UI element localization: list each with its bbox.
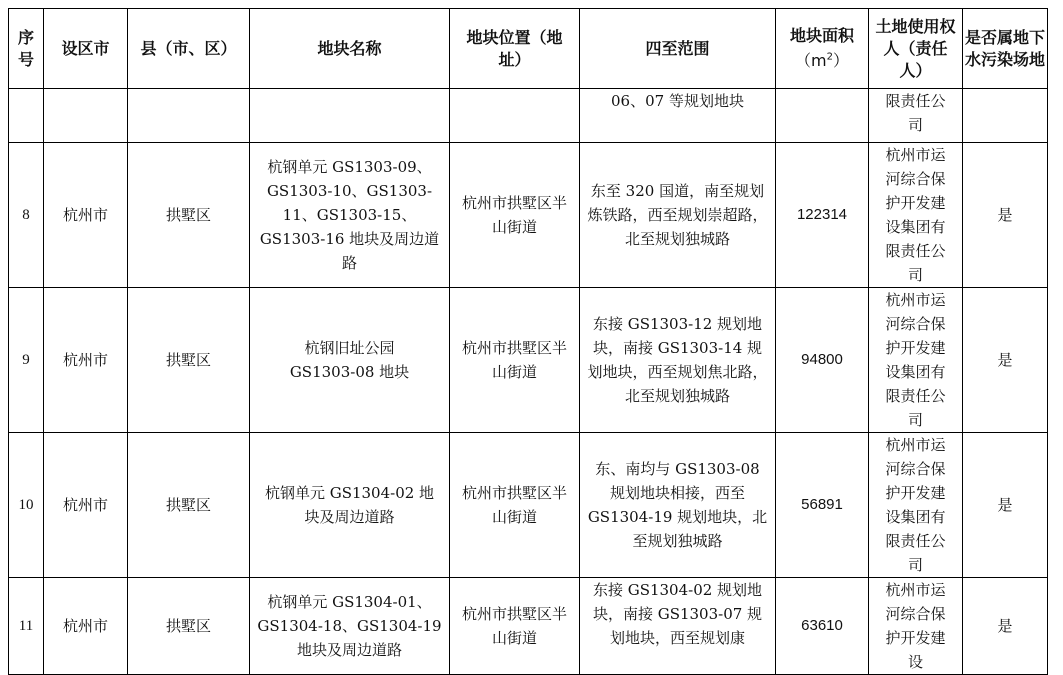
- row-county: 拱墅区: [128, 433, 250, 578]
- row-city: 杭州市: [44, 578, 128, 675]
- table-row: [9, 433, 1048, 578]
- continuation-polluted: [963, 89, 1048, 143]
- row-bounds: 东接 GS1304-02 规划地块，南接 GS1303-07 规划地块，西至规划康: [580, 578, 776, 675]
- header-owner: 土地使用权人（责任人）: [869, 9, 963, 89]
- row-county: 拱墅区: [128, 288, 250, 433]
- header-name: 地块名称: [250, 9, 450, 89]
- continuation-row: [9, 89, 1048, 143]
- row-county: 拱墅区: [128, 143, 250, 288]
- row-location: 杭州市拱墅区半山街道: [450, 578, 580, 675]
- row-area: 63610: [776, 578, 869, 675]
- header-location: 地块位置（地址）: [450, 9, 580, 89]
- header-area: [776, 9, 869, 89]
- row-city: 杭州市: [44, 433, 128, 578]
- row-city: 杭州市: [44, 288, 128, 433]
- row-bounds: 东至 320 国道，南至规划炼铁路，西至规划崇超路，北至规划独城路: [580, 143, 776, 288]
- row-seq: 8: [9, 143, 44, 288]
- header-area-unit: $(m^2)$: [795, 51, 849, 71]
- row-location: 杭州市拱墅区半山街道: [450, 433, 580, 578]
- header-county: 县（市、区）: [128, 9, 250, 89]
- row-bounds: 东、南均与 GS1303-08 规划地块相接，西至 GS1304-19 规划地块，北至规划独城路: [580, 433, 776, 578]
- header-area-label: 地块面积: [789, 25, 854, 45]
- header-bounds: 四至范围: [580, 9, 776, 89]
- row-area: 122314: [776, 143, 869, 288]
- row-polluted: 是: [963, 578, 1048, 675]
- contaminated-plot-table: [8, 8, 1048, 675]
- row-name: 杭钢单元 GS1304-02 地块及周边道路: [250, 433, 450, 578]
- table-row: [9, 578, 1048, 675]
- header-seq: 序号: [9, 9, 44, 89]
- header-polluted: 是否属地下水污染场地: [963, 9, 1048, 89]
- row-owner: 杭州市运河综合保护开发建设集团有限责任公司: [869, 288, 963, 433]
- row-county: 拱墅区: [128, 578, 250, 675]
- row-name: 杭钢单元 GS1303-09、GS1303-10、GS1303-11、GS1303-15、GS1303-16 地块及周边道路: [250, 143, 450, 288]
- row-owner: 杭州市运河综合保护开发建设集团有限责任公司: [869, 433, 963, 578]
- row-name: 杭钢旧址公园 GS1303-08 地块: [250, 288, 450, 433]
- row-area: 56891: [776, 433, 869, 578]
- row-seq: 9: [9, 288, 44, 433]
- row-seq: 10: [9, 433, 44, 578]
- row-city: 杭州市: [44, 143, 128, 288]
- row-polluted: 是: [963, 143, 1048, 288]
- plot-table-container: [8, 8, 1048, 675]
- row-owner: 杭州市运河综合保护开发建设: [869, 578, 963, 675]
- header-row: [9, 9, 1048, 89]
- continuation-area: [776, 89, 869, 143]
- row-polluted: 是: [963, 433, 1048, 578]
- continuation-owner: 限责任公司: [869, 89, 963, 143]
- row-bounds: 东接 GS1303-12 规划地块，南接 GS1303-14 规划地块，西至规划焦北路，北至规划独城路: [580, 288, 776, 433]
- table-row: [9, 143, 1048, 288]
- continuation-name: [250, 89, 450, 143]
- row-name: 杭钢单元 GS1304-01、GS1304-18、GS1304-19 地块及周边道路: [250, 578, 450, 675]
- continuation-location: [450, 89, 580, 143]
- row-area: 94800: [776, 288, 869, 433]
- row-location: 杭州市拱墅区半山街道: [450, 143, 580, 288]
- row-location: 杭州市拱墅区半山街道: [450, 288, 580, 433]
- row-owner: 杭州市运河综合保护开发建设集团有限责任公司: [869, 143, 963, 288]
- continuation-city: [44, 89, 128, 143]
- row-polluted: 是: [963, 288, 1048, 433]
- continuation-county: [128, 89, 250, 143]
- table-row: [9, 288, 1048, 433]
- continuation-bounds: 06、07 等规划地块: [580, 89, 776, 143]
- header-city: 设区市: [44, 9, 128, 89]
- continuation-seq: [9, 89, 44, 143]
- row-seq: 11: [9, 578, 44, 675]
